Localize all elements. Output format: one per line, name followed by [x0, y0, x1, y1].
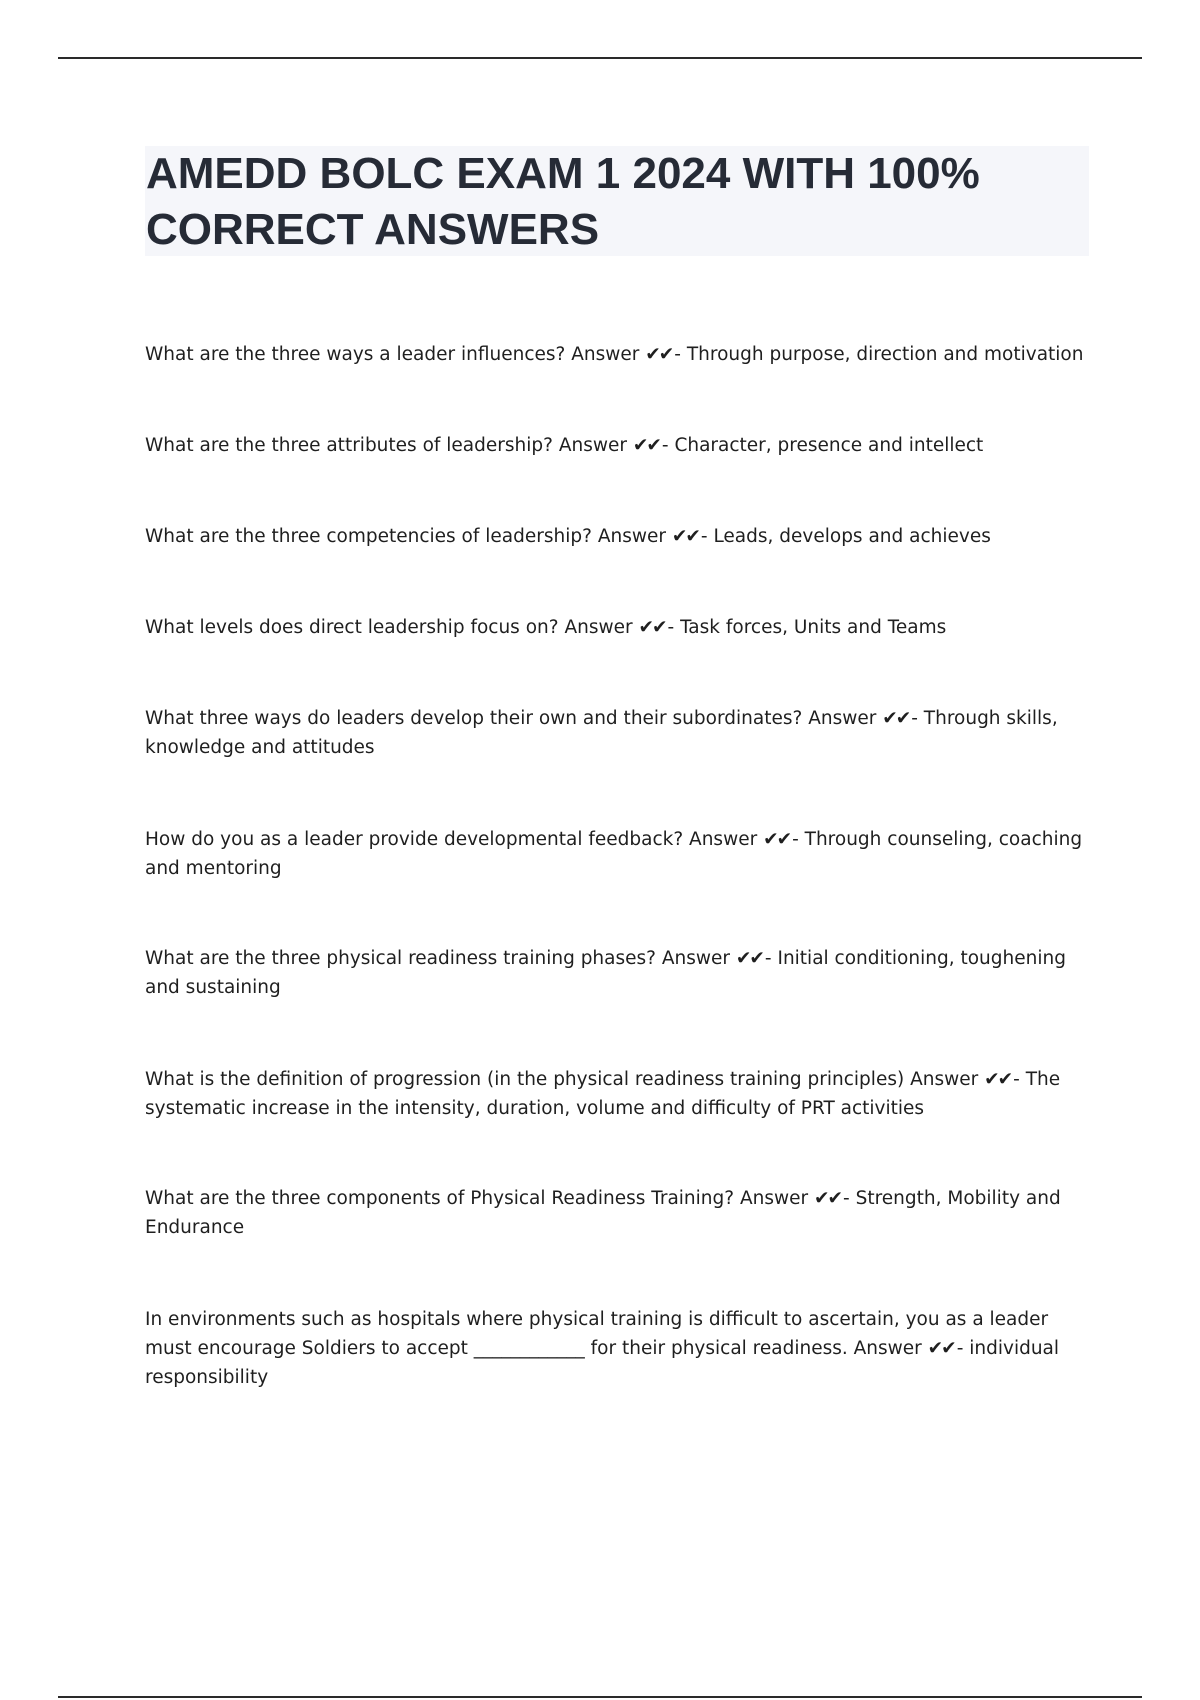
- question-text: What are the three attributes of leadership?: [145, 435, 553, 456]
- check-icon: ✔✔: [645, 344, 673, 365]
- answer-label: Answer: [564, 617, 633, 638]
- answer-text: Strength, Mobility and Endurance: [145, 1188, 1061, 1238]
- question-text: What are the three physical readiness training phases?: [145, 948, 656, 969]
- question-text: In environments such as hospitals where physical training is difficult to ascertain, you as a leader must encourage Soldiers to accept ____________ for their physical readiness.: [145, 1309, 1049, 1359]
- qa-item: What levels does direct leadership focus on? Answer ✔✔ - Task forces, Units and Teams: [145, 617, 947, 638]
- check-icon: ✔✔: [927, 1338, 955, 1359]
- question-text: What levels does direct leadership focus on?: [145, 617, 559, 638]
- qa-item: What are the three attributes of leadership? Answer ✔✔ - Character, presence and intellect: [145, 435, 984, 456]
- title-banner: [145, 146, 1089, 256]
- answer-label: Answer: [739, 1188, 809, 1209]
- question-text: What is the definition of progression (in the physical readiness training principles): [145, 1069, 905, 1090]
- check-icon: ✔✔: [735, 948, 763, 969]
- qa-item: What are the three competencies of leadership? Answer ✔✔ - Leads, develops and achieves: [145, 526, 991, 547]
- answer-label: Answer: [558, 435, 627, 456]
- document-title: AMEDD BOLC EXAM 1 2024 WITH 100% CORRECT ANSWERS: [146, 149, 980, 254]
- answer-text: Through counseling, coaching and mentoring: [145, 829, 1083, 879]
- question-text: What are the three competencies of leadership?: [145, 526, 592, 547]
- check-icon: ✔✔: [882, 708, 910, 729]
- qa-item: How do you as a leader provide developmental feedback? Answer ✔✔ - Through counseling, coaching and mentoring: [145, 829, 1083, 879]
- answer-text: individual responsibility: [145, 1338, 1060, 1388]
- answer-text: Initial conditioning, toughening and sustaining: [145, 948, 1066, 998]
- answer-label: Answer: [661, 948, 731, 969]
- qa-item: What three ways do leaders develop their own and their subordinates? Answer ✔✔ - Through skills, knowledge and attitudes: [145, 708, 1058, 758]
- answer-label: Answer: [910, 1069, 979, 1090]
- answer-label: Answer: [597, 526, 666, 547]
- bottom-rule: [58, 1696, 1142, 1698]
- question-text: What are the three components of Physical Readiness Training?: [145, 1188, 735, 1209]
- question-text: What three ways do leaders develop their own and their subordinates?: [145, 708, 803, 729]
- answer-label: Answer: [571, 344, 640, 365]
- answer-text: Leads, develops and achieves: [713, 526, 991, 547]
- check-icon: ✔✔: [638, 617, 666, 638]
- qa-item: What are the three components of Physical Readiness Training? Answer ✔✔ - Strength, Mobility and Endurance: [145, 1188, 1061, 1238]
- answer-label: Answer: [853, 1338, 922, 1359]
- question-text: What are the three ways a leader influences?: [145, 344, 566, 365]
- answer-label: Answer: [689, 829, 758, 850]
- answer-text: Through skills, knowledge and attitudes: [145, 708, 1058, 758]
- check-icon: ✔✔: [671, 526, 699, 547]
- answer-text: Character, presence and intellect: [674, 435, 984, 456]
- check-icon: ✔✔: [632, 435, 660, 456]
- check-icon: ✔✔: [814, 1188, 842, 1209]
- answer-label: Answer: [808, 708, 877, 729]
- answer-text: Task forces, Units and Teams: [680, 617, 947, 638]
- answer-text: The systematic increase in the intensity, duration, volume and difficulty of PRT activities: [145, 1069, 1061, 1119]
- check-icon: ✔✔: [984, 1069, 1012, 1090]
- qa-item: What is the definition of progression (in the physical readiness training principles) Answer ✔✔ - The systematic increase in the intensity, duration, volume and difficulty of PRT activities: [145, 1069, 1061, 1119]
- qa-item: What are the three physical readiness training phases? Answer ✔✔ - Initial conditioning, toughening and sustaining: [145, 948, 1066, 998]
- qa-item: In environments such as hospitals where physical training is difficult to ascertain, you as a leader must encourage Soldiers to accept ____________ for their physical readiness. Answer ✔✔ - individual responsibility: [145, 1309, 1060, 1388]
- top-rule: [58, 57, 1142, 59]
- check-icon: ✔✔: [763, 829, 791, 850]
- qa-item: What are the three ways a leader influences? Answer ✔✔ - Through purpose, direction and motivation: [145, 344, 1084, 365]
- answer-text: Through purpose, direction and motivation: [686, 344, 1084, 365]
- question-text: How do you as a leader provide developmental feedback?: [145, 829, 684, 850]
